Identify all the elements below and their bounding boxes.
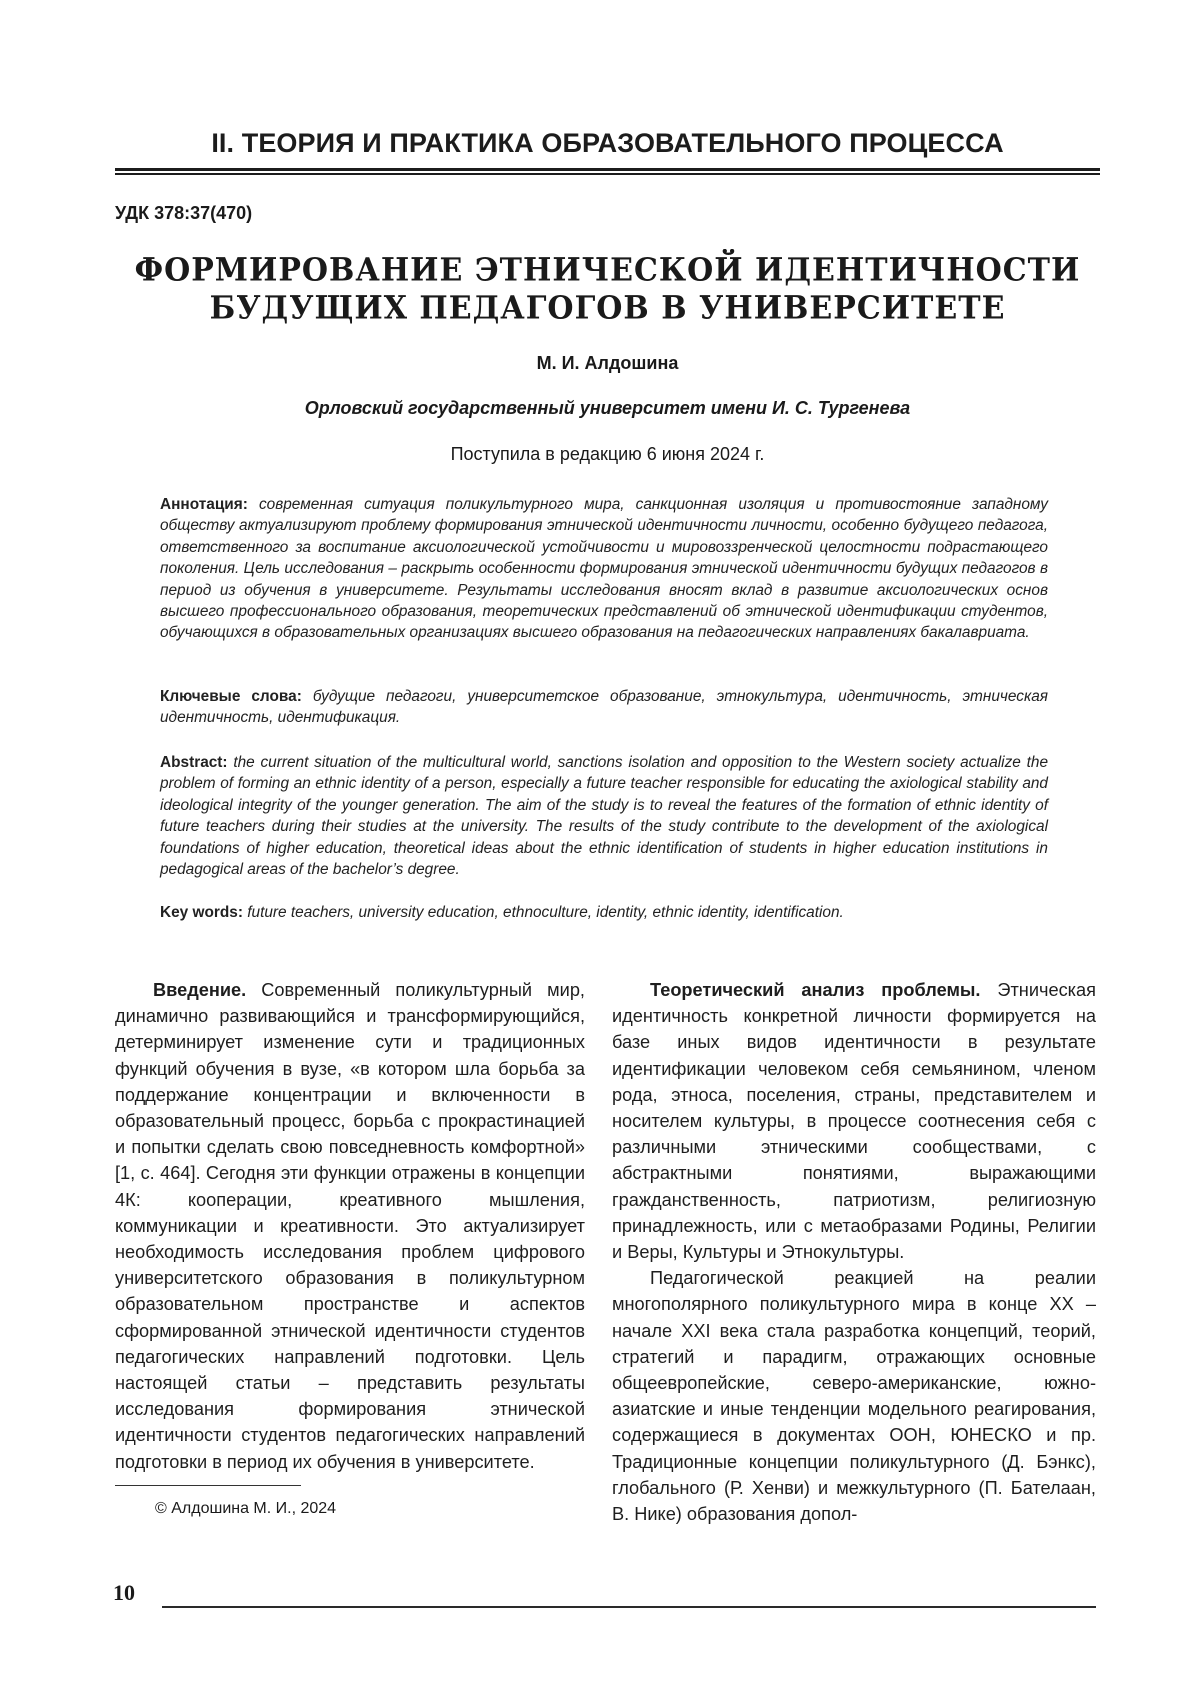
keywords-ru bbox=[160, 686, 1048, 729]
abstract-ru-text: современная ситуация поликультурного мира, санкционная изоляция и противостояние западному обществу актуализируют проблему формирования этнической идентичности личности, особенно будущего педагога, ответственного за воспитание аксиологической устойчивости и мировоззренческой целостности подрастающего поколения. Цель исследования – раскрыть особенности формирования этнической идентичности будущих педагогов в период из обучения в университете. Результаты исследования вносят вклад в развитие аксиологических основ высшего профессионального образования, теоретических представлений об этнической идентификации студентов, обучающихся в образовательных организациях высшего образования на педагогических направлениях бакалавриата. bbox=[160, 496, 1049, 642]
abstract-en bbox=[160, 752, 1048, 880]
section-header: II. ТЕОРИЯ И ПРАКТИКА ОБРАЗОВАТЕЛЬНОГО ПРОЦЕССА bbox=[211, 128, 1004, 158]
keywords-ru-label: Ключевые слова: bbox=[160, 688, 302, 705]
abstract-ru-label: Аннотация: bbox=[160, 496, 248, 513]
keywords-ru-text: будущие педагоги, университетское образование, этнокультура, идентичность, этническая идентичность, идентификация. bbox=[160, 688, 1048, 727]
udk-code: УДК 378:37(470) bbox=[115, 203, 253, 223]
header-rule-thick bbox=[115, 168, 1100, 171]
keywords-en-label: Key words: bbox=[160, 904, 243, 921]
abstract-en-text: the current situation of the multicultural world, sanctions isolation and opposition to the Western society actualize the problem of forming an ethnic identity of a person, especially a future teacher responsible for educating the axiological stability and ideological integrity of the younger generation. The aim of the study is to reveal the features of the formation of ethnic identity of future teachers during their studies at the university. The results of the study contribute to the development of the axiological foundations of higher education, theoretical ideas about the ethnic identification of students in higher education institutions in pedagogical areas of the bachelor’s degree. bbox=[160, 754, 1049, 879]
keywords-en bbox=[160, 902, 1048, 923]
body-column-left bbox=[115, 977, 585, 1475]
footer-rule bbox=[162, 1606, 1096, 1608]
header-double-rule bbox=[115, 168, 1100, 175]
page-number: 10 bbox=[113, 1580, 135, 1605]
theory-heading: Теоретический анализ проблемы. bbox=[650, 980, 981, 1000]
author-affiliation: Орловский государственный университет имени И. С. Тургенева bbox=[304, 398, 911, 418]
body-paragraph-2: Педагогической реакцией на реалии многополярного поликультурного мира в конце XX – начале XXI века стала разработка концепций, теорий, стратегий и парадигм, отражающих основные общеевропейские, северо-американские, южно-азиатские и иные тенденции модельного реагирования, содержащиеся в документах ООН, ЮНЕСКО и пр. Традиционные концепции поликультурного (Д. Бэнкс), глобального (Р. Хенви) и межкультурного (П. Бателаан, В. Нике) образования допол- bbox=[612, 1268, 1096, 1525]
footnote-rule bbox=[115, 1485, 301, 1486]
body-column-right bbox=[612, 977, 1096, 1527]
keywords-en-text: future teachers, university education, ethnoculture, identity, ethnic identity, identification. bbox=[247, 904, 844, 921]
copyright-note: © Алдошина М. И., 2024 bbox=[155, 1500, 337, 1517]
article-title-line-1: ФОРМИРОВАНИЕ ЭТНИЧЕСКОЙ ИДЕНТИЧНОСТИ bbox=[134, 252, 1081, 289]
abstract-en-label: Abstract: bbox=[160, 754, 228, 771]
intro-paragraph bbox=[115, 977, 585, 1475]
theory-text: Этническая идентичность конкретной личности формируется на базе иных видов идентичности в результате идентификации человеком себя семьянином, членом рода, этноса, поселения, страны, представителем и носителем культуры, в процессе соотнесения себя с различными этническими сообществами, с абстрактными понятиями, выражающими гражданственность, патриотизм, религиозную принадлежность, или с метаобразами Родины, Религии и Веры, Культуры и Этнокультуры. bbox=[612, 980, 1096, 1263]
intro-heading: Введение. bbox=[153, 980, 247, 1000]
abstract-ru bbox=[160, 494, 1048, 644]
article-title-line-2: БУДУЩИХ ПЕДАГОГОВ В УНИВЕРСИТЕТЕ bbox=[209, 290, 1006, 327]
intro-text: Современный поликультурный мир, динамично развивающийся и трансформирующийся, детерминирует изменение сути и традиционных функций обучения в вузе, «в котором шла борьба за поддержание концентрации и включенности в образовательный процесс, борьба с прокрастинацией и попытки сделать свою повседневность комфортной» [1, с. 464]. Сегодня эти функции отражены в концепции 4К: кооперации, креативного мышления, коммуникации и креативности. Это актуализирует необходимость исследования проблем цифрового университетского образования в поликультурном образовательном пространстве и аспектов сформированной этнической идентичности студентов педагогических направлений подготовки. Цель настоящей статьи – представить результаты исследования формирования этнической идентичности студентов педагогических направлений подготовки в период их обучения в университете. bbox=[115, 980, 585, 1472]
article-title bbox=[115, 252, 1100, 328]
theory-paragraph bbox=[612, 977, 1096, 1265]
header-rule-thin bbox=[115, 173, 1100, 175]
received-date: Поступила в редакцию 6 июня 2024 г. bbox=[450, 444, 765, 464]
author-name: М. И. Алдошина bbox=[536, 353, 679, 373]
